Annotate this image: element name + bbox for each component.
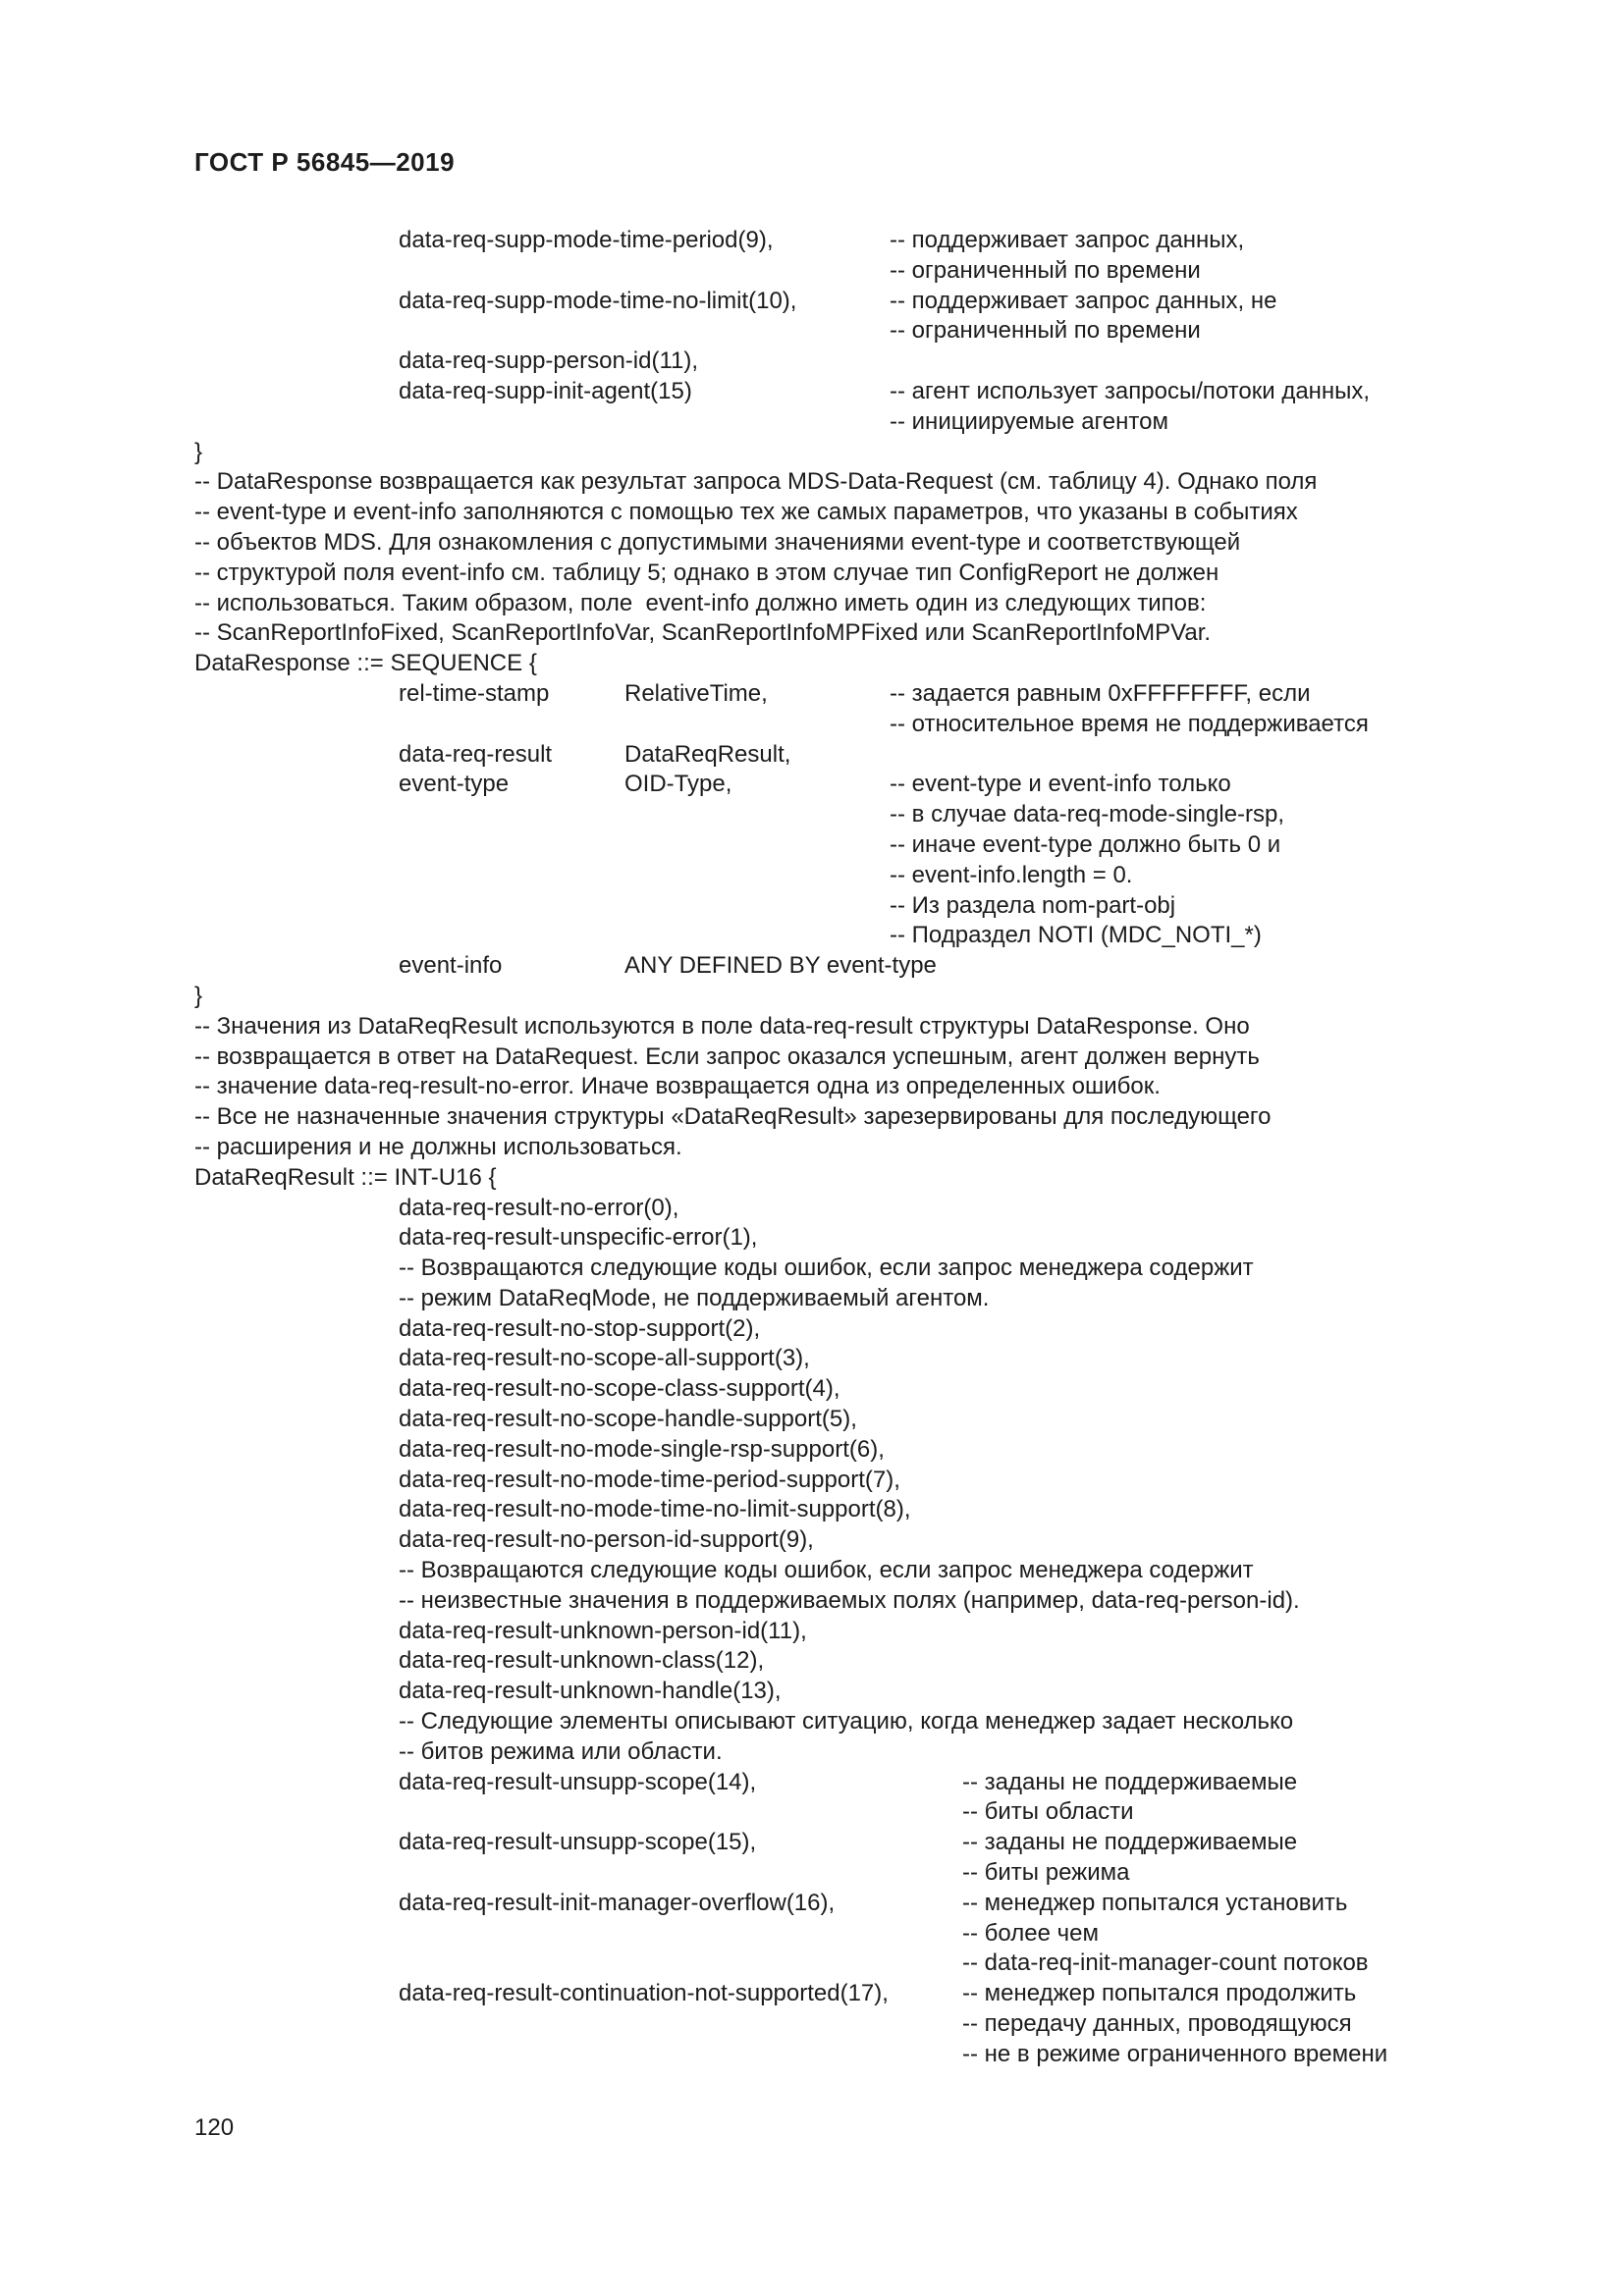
listing-c0-text: -- возвращается в ответ на DataRequest. Если запрос оказался успешным, агент должен вернуть <box>194 1042 1260 1070</box>
listing-c1-text: data-req-result-no-person-id-support(9), <box>399 1526 814 1554</box>
listing-line <box>194 1495 1451 1525</box>
listing-c1-text: data-req-result-unspecific-error(1), <box>399 1224 758 1252</box>
listing-line <box>194 1586 1451 1617</box>
listing-line <box>194 226 1451 256</box>
listing-c1-text: event-type <box>399 771 510 798</box>
listing-c1-text: event-info <box>399 952 503 980</box>
listing-c1-text: -- Возвращаются следующие коды ошибок, если запрос менеджера содержит <box>399 1255 1254 1282</box>
listing-c2-text: OID-Type, <box>624 771 732 798</box>
listing-line <box>194 1677 1451 1707</box>
listing-c1-text: data-req-result-unknown-class(12), <box>399 1647 765 1675</box>
listing-line <box>194 1889 1451 1919</box>
listing-line <box>194 1012 1451 1042</box>
listing-c1-text: -- неизвестные значения в поддерживаемых полях (например, data-req-person-id). <box>399 1586 1300 1614</box>
listing-c4-text: -- заданы не поддерживаемые <box>962 1829 1298 1856</box>
listing-c0-text: -- структурой поля event-info см. таблицу 5; однако в этом случае тип ConfigReport не должен <box>194 559 1219 586</box>
listing-line <box>194 377 1451 407</box>
listing-line <box>194 559 1451 589</box>
listing-c1-text: data-req-result-no-mode-single-rsp-support(6), <box>399 1435 885 1463</box>
listing-c1-text: data-req-result-no-stop-support(2), <box>399 1314 761 1342</box>
listing-c3-text: -- иначе event-type должно быть 0 и <box>890 830 1281 858</box>
listing-line <box>194 861 1451 891</box>
listing-c1-text: -- битов режима или области. <box>399 1737 723 1765</box>
listing-line <box>194 528 1451 559</box>
listing-c0-text: -- Значения из DataReqResult используются в поле data-req-result структуры DataResponse. Оно <box>194 1012 1250 1040</box>
listing-c3-text: -- поддерживает запрос данных, <box>890 227 1245 253</box>
listing-c4-text: -- более чем <box>962 1919 1099 1947</box>
listing-c0-text: } <box>194 982 203 1009</box>
listing-line <box>194 498 1451 528</box>
listing-line <box>194 1919 1451 1949</box>
listing-c0-text: -- объектов MDS. Для ознакомления с допустимыми значениями event-type и соответствующей <box>194 528 1241 556</box>
listing-c0-text: -- значение data-req-result-no-error. Иначе возвращается одна из определенных ошибок. <box>194 1073 1161 1100</box>
listing-c3-text: -- поддерживает запрос данных, не <box>890 287 1277 314</box>
document-header: ГОСТ Р 56845—2019 <box>194 147 456 177</box>
listing-line <box>194 1314 1451 1345</box>
listing-line <box>194 770 1451 800</box>
listing-c1-text: -- Возвращаются следующие коды ошибок, если запрос менеджера содержит <box>399 1557 1254 1584</box>
listing-line <box>194 1163 1451 1194</box>
listing-c4-text: -- заданы не поддерживаемые <box>962 1768 1298 1795</box>
listing-line <box>194 800 1451 830</box>
listing-line <box>194 287 1451 317</box>
listing-line <box>194 1556 1451 1586</box>
listing-line <box>194 951 1451 982</box>
listing-line <box>194 316 1451 347</box>
listing-c1-text: data-req-result-init-manager-overflow(16), <box>399 1889 836 1916</box>
listing-line <box>194 1284 1451 1314</box>
listing-line <box>194 1254 1451 1284</box>
listing-c0-text: -- Все не назначенные значения структуры «DataReqResult» зарезервированы для последующего <box>194 1103 1272 1131</box>
listing-c1-text: data-req-result-unsupp-scope(14), <box>399 1768 757 1795</box>
listing-line <box>194 891 1451 922</box>
listing-line <box>194 467 1451 498</box>
listing-line <box>194 1737 1451 1768</box>
listing-c1-text: data-req-supp-mode-time-period(9), <box>399 227 774 253</box>
listing-line <box>194 1646 1451 1677</box>
listing-c0-text: -- использоваться. Таким образом, поле event-info должно иметь один из следующих типов: <box>194 589 1207 616</box>
listing-line <box>194 438 1451 468</box>
listing-c0-text: -- расширения и не должны использоваться. <box>194 1133 682 1160</box>
listing-c1-text: data-req-result <box>399 740 553 768</box>
listing-c2-text: ANY DEFINED BY event-type <box>624 952 937 980</box>
listing-line <box>194 1133 1451 1163</box>
listing-c4-text: -- не в режиме ограниченного времени <box>962 2040 1388 2067</box>
listing-line <box>194 1617 1451 1647</box>
listing-line <box>194 1435 1451 1466</box>
listing-c3-text: -- инициируемые агентом <box>890 407 1168 435</box>
listing-c1-text: data-req-result-unknown-person-id(11), <box>399 1617 807 1644</box>
listing-line <box>194 1858 1451 1889</box>
listing-line <box>194 679 1451 710</box>
listing-line <box>194 1828 1451 1858</box>
listing-line <box>194 1979 1451 2009</box>
listing-c4-text: -- менеджер попытался продолжить <box>962 1980 1357 2007</box>
listing-c3-text: -- ограниченный по времени <box>890 317 1201 345</box>
listing-line <box>194 618 1451 649</box>
listing-c3-text: -- относительное время не поддерживается <box>890 710 1369 737</box>
listing-line <box>194 1102 1451 1133</box>
listing-line <box>194 649 1451 679</box>
listing-c1-text: data-req-supp-init-agent(15) <box>399 377 692 404</box>
listing-line <box>194 740 1451 771</box>
listing-line <box>194 1797 1451 1828</box>
listing-line <box>194 1405 1451 1435</box>
listing-line <box>194 347 1451 377</box>
listing-c1-text: -- режим DataReqMode, не поддерживаемый агентом. <box>399 1284 990 1311</box>
listing-c0-text: -- event-type и event-info заполняются с помощью тех же самых параметров, что указаны в событиях <box>194 499 1298 526</box>
listing-line <box>194 830 1451 861</box>
listing-line <box>194 1042 1451 1073</box>
listing-c1-text: data-req-supp-mode-time-no-limit(10), <box>399 287 797 314</box>
listing-line <box>194 1949 1451 1979</box>
listing-line <box>194 1525 1451 1556</box>
listing-line <box>194 1374 1451 1405</box>
listing-c4-text: -- биты области <box>962 1798 1134 1826</box>
listing-line <box>194 1344 1451 1374</box>
listing-c3-text: -- агент использует запросы/потоки данных, <box>890 377 1371 404</box>
listing-c3-text: -- Подраздел NOTI (MDC_NOTI_*) <box>890 922 1262 949</box>
listing-line <box>194 1466 1451 1496</box>
listing-c0-text: DataReqResult ::= INT-U16 { <box>194 1163 497 1191</box>
listing-c3-text: -- задается равным 0xFFFFFFFF, если <box>890 679 1311 707</box>
listing-line <box>194 589 1451 619</box>
listing-c2-text: DataReqResult, <box>624 740 791 768</box>
listing-line <box>194 710 1451 740</box>
listing-c4-text: -- передачу данных, проводящуюся <box>962 2010 1352 2038</box>
listing-c1-text: data-req-result-no-scope-all-support(3), <box>399 1345 810 1372</box>
listing-c4-text: -- data-req-init-manager-count потоков <box>962 1949 1369 1977</box>
listing-c0-text: -- DataResponse возвращается как результат запроса MDS-Data-Request (см. таблицу 4). Однако поля <box>194 468 1318 496</box>
page-number: 120 <box>194 2114 235 2141</box>
listing-c3-text: -- Из раздела nom-part-obj <box>890 891 1176 919</box>
listing-c4-text: -- биты режима <box>962 1859 1130 1887</box>
listing-line <box>194 1707 1451 1737</box>
listing-c1-text: data-req-result-no-scope-handle-support(5), <box>399 1406 857 1433</box>
listing-line <box>194 256 1451 287</box>
listing-c3-text: -- event-type и event-info только <box>890 771 1231 798</box>
listing-line <box>194 2009 1451 2040</box>
listing-c1-text: data-req-result-unknown-handle(13), <box>399 1678 782 1705</box>
listing-line <box>194 1194 1451 1224</box>
listing-line <box>194 1072 1451 1102</box>
listing-line <box>194 1223 1451 1254</box>
listing-c4-text: -- менеджер попытался установить <box>962 1889 1348 1916</box>
listing-c1-text: data-req-result-no-error(0), <box>399 1194 679 1221</box>
listing-c1-text: data-req-result-unsupp-scope(15), <box>399 1829 757 1856</box>
listing-c1-text: data-req-result-no-scope-class-support(4), <box>399 1375 840 1403</box>
listing-c2-text: RelativeTime, <box>624 679 768 707</box>
listing-c1-text: rel-time-stamp <box>399 679 550 707</box>
listing-c1-text: data-req-result-no-mode-time-period-support(7), <box>399 1466 900 1493</box>
listing-line <box>194 921 1451 951</box>
listing-c1-text: -- Следующие элементы описывают ситуацию, когда менеджер задает несколько <box>399 1708 1294 1735</box>
listing-c1-text: data-req-result-no-mode-time-no-limit-support(8), <box>399 1496 911 1523</box>
listing-line <box>194 2040 1451 2070</box>
asn1-listing <box>194 226 1451 2070</box>
listing-c1-text: data-req-result-continuation-not-supported(17), <box>399 1980 889 2007</box>
listing-line <box>194 982 1451 1012</box>
listing-c1-text: data-req-supp-person-id(11), <box>399 347 699 375</box>
listing-c3-text: -- ограниченный по времени <box>890 256 1201 284</box>
listing-c0-text: -- ScanReportInfoFixed, ScanReportInfoVar, ScanReportInfoMPFixed или ScanReportInfoMPVar. <box>194 619 1212 647</box>
listing-c3-text: -- event-info.length = 0. <box>890 861 1133 888</box>
listing-line <box>194 1768 1451 1798</box>
listing-c0-text: } <box>194 438 203 465</box>
listing-c3-text: -- в случае data-req-mode-single-rsp, <box>890 801 1285 828</box>
listing-line <box>194 407 1451 438</box>
listing-c0-text: DataResponse ::= SEQUENCE { <box>194 650 537 677</box>
